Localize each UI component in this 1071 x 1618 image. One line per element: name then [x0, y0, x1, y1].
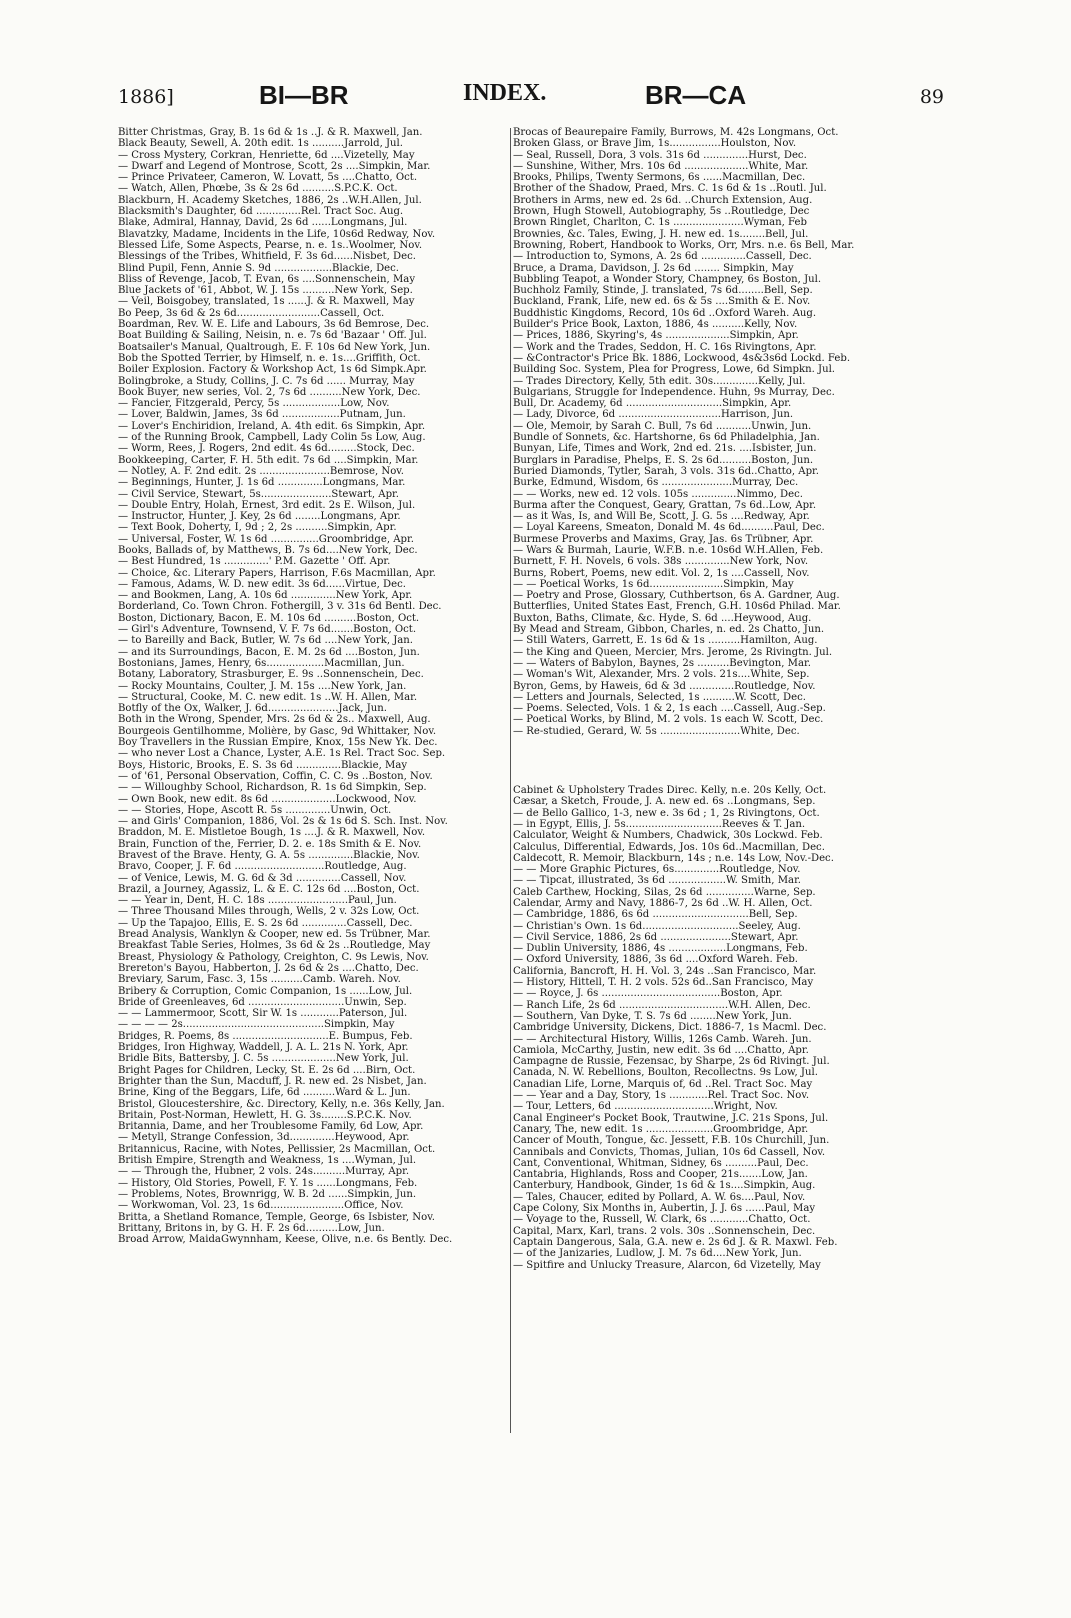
index-entry: — of the Running Brook, Campbell, Lady Colin 5s Low, Aug.	[118, 432, 426, 444]
index-entry: — Rocky Mountains, Coulter, J. M. 15s ....New York, Jan.	[118, 680, 407, 692]
index-entry: — Oxford University, 1886, 3s 6d ....Oxford Wareh. Feb.	[513, 954, 798, 966]
index-entry: — — Year and a Day, Story, 1s ............Rel. Tract Soc. Nov.	[513, 1090, 810, 1102]
index-entry: Burma after the Conquest, Geary, Grattan, 7s 6d..Low, Apr.	[513, 499, 817, 511]
index-entry: — Prices, 1886, Skyring's, 4s ....................Simpkin, Apr.	[513, 330, 799, 342]
index-entry: Byron, Gems, by Haweis, 6d & 3d ..............Routledge, Nov.	[513, 680, 816, 692]
index-entry: — Famous, Adams, W. D. new edit. 3s 6d......Virtue, Dec.	[118, 578, 406, 590]
index-entry: Britannia, Dame, and her Troublesome Family, 6d Low, Apr.	[118, 1121, 424, 1133]
index-entry: Britannicus, Racine, with Notes, Pellissier, 2s Macmillan, Oct.	[118, 1143, 436, 1155]
index-entry: — Tour, Letters, 6d ...............................Wright, Nov.	[513, 1101, 778, 1113]
index-entry: — History, Hittell, T. H. 2 vols. 52s 6d..San Francisco, May	[513, 977, 814, 989]
index-entry: Blacksmith's Daughter, 6d ..............Rel. Tract Soc. Aug.	[118, 206, 404, 218]
index-entry: — — Lammermoor, Scott, Sir W. 1s ............Paterson, Jul.	[118, 1008, 408, 1020]
index-entry: — History, Old Stories, Powell, F. Y. 1s ......Longmans, Feb.	[118, 1177, 418, 1189]
index-entry: — Text Book, Doherty, I, 9d ; 2, 2s ..........Simpkin, Apr.	[118, 522, 397, 534]
index-entry: Bob the Spotted Terrier, by Himself, n. e. 1s....Griffith, Oct.	[118, 352, 421, 364]
index-entry: — Still Waters, Garrett, E. 1s 6d & 1s ..........Hamilton, Aug.	[513, 635, 818, 647]
index-entry: — of '61, Personal Observation, Coffin, C. C. 9s ..Boston, Nov.	[118, 770, 433, 782]
index-entry: Bridges, R. Poems, 8s ..............................E. Bumpus, Feb.	[118, 1030, 413, 1042]
index-entry: — Veil, Boisgobey, translated, 1s ......J. & R. Maxwell, May	[118, 296, 415, 308]
index-entry: — Wars & Burmah, Laurie, W.F.B. n.e. 10s6d W.H.Allen, Feb.	[513, 544, 824, 556]
index-entry: Bostonians, James, Henry, 6s..................Macmillan, Jun.	[118, 657, 405, 669]
index-entry: — Lady, Divorce, 6d ................................Harrison, Jun.	[513, 409, 794, 421]
index-entry: — — Willoughby School, Richardson, R. 1s 6d Simpkin, Sep.	[118, 782, 427, 794]
index-entry: — Christian's Own. 1s 6d..............................Seeley, Aug.	[513, 920, 801, 932]
index-entry: Bunyan, Life, Times and Work, 2nd ed. 21s. ....Isbister, Jun.	[513, 443, 817, 455]
index-entry: — Tales, Chaucer, edited by Pollard, A. W. 6s....Paul, Nov.	[513, 1191, 806, 1203]
index-entry: Boat Building & Sailing, Neisin, n. e. 7s 6d 'Bazaar ' Off. Jul.	[118, 330, 427, 342]
index-entry: Caleb Carthew, Hocking, Silas, 2s 6d ...............Warne, Sep.	[513, 886, 816, 898]
index-entry: Calculus, Differential, Edwards, Jos. 10s 6d..Macmillan, Dec.	[513, 841, 825, 853]
index-entry: Britain, Post-Norman, Hewlett, H. G. 3s........S.P.C.K. Nov.	[118, 1109, 412, 1121]
index-entry: Brooks, Philips, Twenty Sermons, 6s ......Macmillan, Dec.	[513, 172, 806, 184]
index-entry: Caldecott, R. Memoir, Blackburn, 14s ; n.e. 14s Low, Nov.-Dec.	[513, 852, 834, 864]
index-entry: Captain Dangerous, Sala, G.A. new e. 2s 6d J. & R. Maxwl. Feb.	[513, 1236, 838, 1248]
index-entry: Cambridge University, Dickens, Dict. 1886-7, 1s Macml. Dec.	[513, 1022, 827, 1034]
index-entry: — in Egypt, Ellis, J. 5s..............................Reeves & T. Jan.	[513, 818, 806, 830]
index-entry: Canary, The, new edit. 1s .....................Groombridge, Apr.	[513, 1123, 809, 1135]
index-entry: — — Architectural History, Willis, 126s Camb. Wareh. Jun.	[513, 1033, 812, 1045]
index-entry: — of the Janizaries, Ludlow, J. M. 7s 6d....New York, Jun.	[513, 1248, 802, 1260]
index-entry: Campagne de Russie, Fezensac, by Sharpe, 2s 6d Rivingt. Jul.	[513, 1056, 830, 1068]
index-entry: — Lover, Baldwin, James, 3s 6d ..................Putnam, Jun.	[118, 409, 406, 421]
header-left-range: BI—BR	[259, 80, 349, 110]
index-entry: Canal Engineer's Pocket Book, Trautwine, J.C. 21s Spons, Jul.	[513, 1112, 829, 1124]
index-entry: Blessed Life, Some Aspects, Pearse, n. e. 1s..Woolmer, Nov.	[118, 239, 423, 251]
index-entry: — — Stories, Hope, Ascott R. 5s ..............Unwin, Oct.	[118, 804, 392, 816]
index-entry: Bull, Dr. Academy, 6d ..............................Simpkin, Apr.	[513, 398, 792, 410]
index-entry: Both in the Wrong, Spender, Mrs. 2s 6d & 2s.. Maxwell, Aug.	[118, 714, 431, 726]
index-entry: Brittany, Britons in, by G. H. F. 2s 6d..........Low, Jun.	[118, 1222, 385, 1234]
index-entry: Cantabria, Highlands, Ross and Cooper, 21s.......Low, Jan.	[513, 1169, 808, 1181]
index-entry: Bridle Bits, Battersby, J. C. 5s ....................New York, Jul.	[118, 1053, 409, 1065]
index-entry: Cant, Conventional, Whitman, Sidney, 6s ..........Paul, Dec.	[513, 1157, 809, 1169]
index-entry: Boy Travellers in the Russian Empire, Knox, 15s New Yk. Dec.	[118, 737, 438, 749]
index-entry: — Metyll, Strange Confession, 3d..............Heywood, Apr.	[118, 1132, 410, 1144]
index-entry: — Work and the Trades, Seddon, H. C. 16s Rivingtons, Apr.	[513, 341, 817, 353]
index-entry: Builder's Price Book, Laxton, 1886, 4s ..........Kelly, Nov.	[513, 319, 798, 331]
index-entry: — and Girls' Companion, 1886, Vol. 2s & 1s 6d S. Sch. Inst. Nov.	[118, 816, 448, 828]
ca-entries	[513, 785, 953, 1271]
index-entry: — — Year in, Dent, H. C. 18s .........................Paul, Jun.	[118, 895, 397, 907]
index-entry: — de Bello Gallico, 1-3, new e. 3s 6d ; 1, 2s Rivingtons, Oct.	[513, 807, 820, 819]
index-entry: Bourgeois Gentilhomme, Molière, by Gasc, 9d Whittaker, Nov.	[118, 725, 437, 737]
index-entry: — Workwoman, Vol. 23, 1s 6d.......................Office, Nov.	[118, 1200, 404, 1212]
index-entry: Book Buyer, new series, Vol. 2, 7s 6d ..........New York, Dec.	[118, 386, 421, 398]
index-entry: — who never Lost a Chance, Lyster, A.E. 1s Rel. Tract Soc. Sep.	[118, 748, 446, 760]
index-entry: Calendar, Army and Navy, 1886-7, 2s 6d ..W. H. Allen, Oct.	[513, 898, 813, 909]
index-entry: Blackburn, H. Academy Sketches, 1886, 2s ..W.H.Allen, Jul.	[118, 194, 422, 206]
index-entry: Capital, Marx, Karl, trans. 2 vols. 30s ..Sonnenschein, Dec.	[513, 1225, 816, 1237]
index-entry: — Poetical Works, by Blind, M. 2 vols. 1s each W. Scott, Dec.	[513, 714, 824, 726]
index-entry: Cæsar, a Sketch, Froude, J. A. new ed. 6s ..Longmans, Sep.	[513, 796, 816, 808]
index-entry: — Beginnings, Hunter, J. 1s 6d ..............Longmans, Mar.	[118, 477, 406, 489]
index-entry: Calculator, Weight & Numbers, Chadwick, 30s Lockwd. Feb.	[513, 830, 823, 842]
index-entry: — Poems. Selected, Vols. 1 & 2, 1s each ....Cassell, Aug.-Sep.	[513, 703, 826, 715]
index-entry: Buchholz Family, Stinde, J. translated, 7s 6d........Bell, Sep.	[513, 285, 813, 297]
index-entry: Bruce, a Drama, Davidson, J. 2s 6d ........ Simpkin, May	[513, 262, 794, 274]
index-entry: — Introduction to, Symons, A. 2s 6d ..............Cassell, Dec.	[513, 251, 812, 263]
index-entry: Black Beauty, Sewell, A. 20th edit. 1s ..........Jarrold, Jul.	[118, 138, 403, 150]
left-index-column	[118, 127, 508, 1245]
index-entry: Cabinet & Upholstery Trades Direc. Kelly, n.e. 20s Kelly, Oct.	[513, 785, 827, 797]
index-entry: Camiola, McCarthy, Justin, new edit. 3s 6d ....Chatto, Apr.	[513, 1044, 809, 1056]
index-entry: Botfly of the Ox, Walker, J. 6d......................Jack, Jun.	[118, 703, 387, 715]
page-number: 89	[919, 86, 944, 108]
index-entry: — Up the Tapajoo, Ellis, E. S. 2s 6d ..............Cassell, Dec.	[118, 917, 413, 929]
index-entry: — Universal, Foster, W. 1s 6d ...............Groombridge, Apr.	[118, 533, 414, 545]
index-entry: — Ole, Memoir, by Sarah C. Bull, 7s 6d ...........Unwin, Jun.	[513, 420, 812, 432]
header-title: INDEX.	[463, 80, 547, 106]
index-entry: Buckland, Frank, Life, new ed. 6s & 5s ....Smith & E. Nov.	[513, 296, 811, 308]
index-entry: Breviary, Sarum, Fasc. 3, 15s ..........Camb. Wareh. Nov.	[118, 974, 401, 986]
index-entry: — — Tipcat, illustrated, 3s 6d ..................W. Smith, Mar.	[513, 875, 801, 887]
index-entry: Breast, Physiology & Pathology, Creighton, C. 9s Lewis, Nov.	[118, 951, 429, 963]
index-entry: — Structural, Cooke, M. C. new edit. 1s ..W. H. Allen, Mar.	[118, 691, 418, 703]
index-entry: Breakfast Table Series, Holmes, 3s 6d & 2s ..Routledge, May	[118, 940, 431, 952]
index-entry: — as it Was, Is, and Will Be, Scott, J. G. 5s ....Redway, Apr.	[513, 511, 810, 523]
index-entry: — Seal, Russell, Dora, 3 vols. 31s 6d ..............Hurst, Dec.	[513, 149, 807, 161]
index-entry: Building Soc. System, Plea for Progress, Lowe, 6d Simpkn. Jul.	[513, 364, 836, 376]
index-entry: Books, Ballads of, by Matthews, B. 7s 6d....New York, Dec.	[118, 544, 418, 556]
index-entry: — Woman's Wit, Alexander, Mrs. 2 vols. 21s....White, Sep.	[513, 669, 810, 681]
index-entry: Bulgarians, Struggle for Independence. Huhn, 9s Murray, Dec.	[513, 386, 835, 398]
index-entry: Britta, a Shetland Romance, Temple, George, 6s Isbister, Nov.	[118, 1211, 435, 1223]
index-entry: Bravest of the Brave. Henty, G. A. 5s ..............Blackie, Nov.	[118, 850, 420, 861]
index-entry: — Civil Service, 1886, 2s 6d ......................Stewart, Apr.	[513, 931, 799, 943]
index-entry: Burglars in Paradise, Phelps, E. S. 2s 6d..........Boston, Jun.	[513, 454, 814, 466]
index-entry: — Best Hundred, 1s ..............' P.M. Gazette ' Off. Apr.	[118, 556, 391, 568]
index-entry: Browning, Robert, Handbook to Works, Orr, Mrs. n.e. 6s Bell, Mar.	[513, 239, 855, 251]
index-entry: Cannibals and Convicts, Thomas, Julian, 10s 6d Cassell, Nov.	[513, 1146, 826, 1158]
index-entry: — and its Surroundings, Bacon, E. M. 2s 6d ....Boston, Jun.	[118, 646, 420, 658]
index-entry: — Problems, Notes, Brownrigg, W. B. 2d ......Simpkin, Jun.	[118, 1188, 417, 1200]
index-entry: — Own Book, new edit. 8s 6d ....................Lockwood, Nov.	[118, 793, 417, 805]
index-entry: — — Through the, Hubner, 2 vols. 24s..........Murray, Apr.	[118, 1166, 410, 1178]
index-entry: Brereton's Bayou, Habberton, J. 2s 6d & 2s ....Chatto, Dec.	[118, 962, 419, 974]
index-entry: — — Royce, J. 6s .....................................Boston, Apr.	[513, 988, 783, 1000]
index-entry: Bliss of Revenge, Jacob, T. Evan, 6s ....Sonnenschein, May	[118, 273, 416, 285]
index-entry: — the King and Queen, Mercier, Mrs. Jerome, 2s Rivingtn. Jul.	[513, 646, 833, 658]
index-entry: Bolingbroke, a Study, Collins, J. C. 7s 6d ...... Murray, May	[118, 375, 415, 387]
index-entry: — Southern, Van Dyke, T. S. 7s 6d ........New York, Jun.	[513, 1010, 792, 1022]
index-entry: Brocas of Beaurepaire Family, Burrows, M. 42s Longmans, Oct.	[513, 127, 839, 138]
index-entry: Bitter Christmas, Gray, B. 1s 6d & 1s ..J. & R. Maxwell, Jan.	[118, 127, 423, 138]
index-entry: Bubbling Teapot, a Wonder Story, Champney, 6s Boston, Jul.	[513, 273, 822, 285]
index-entry: Brown, Hugh Stowell, Autobiography, 5s ..Routledge, Dec	[513, 206, 810, 218]
section-gap	[513, 737, 953, 785]
index-entry: Boatsailer's Manual, Qualtrough, E. F. 10s 6d New York, Jun.	[118, 341, 431, 353]
column-divider	[510, 128, 511, 1433]
index-entry: By Mead and Stream, Gibbon, Charles, n. ed. 2s Chatto, Jun.	[513, 624, 825, 636]
index-entry: Canadian Life, Lorne, Marquis of, 6d ..Rel. Tract Soc. May	[513, 1078, 813, 1090]
index-entry: — Notley, A. F. 2nd edit. 2s ......................Bemrose, Nov.	[118, 465, 404, 477]
index-entry: — — Poetical Works, 1s 6d.......................Simpkin, May	[513, 578, 794, 590]
br-entries	[513, 127, 953, 737]
index-entry: — Girl's Adventure, Townsend, V. F. 7s 6d.......Boston, Oct.	[118, 624, 417, 636]
index-entry: — Spitfire and Unlucky Treasure, Alarcon, 6d Vizetelly, May	[513, 1259, 821, 1271]
index-entry: Bravo, Cooper, J. F. 6d ............................Routledge, Aug.	[118, 861, 407, 873]
index-entry: Bundle of Sonnets, &c. Hartshorne, 6s 6d Philadelphia, Jan.	[513, 432, 820, 444]
index-entry: Butterflies, United States East, French, G.H. 10s6d Philad. Mar.	[513, 601, 841, 613]
index-entry: Buxton, Baths, Climate, &c. Hyde, S. 6d ....Heywood, Aug.	[513, 612, 812, 624]
right-index-column	[513, 127, 953, 1271]
index-entry: California, Bancroft, H. H. Vol. 3, 24s ..San Francisco, Mar.	[513, 965, 817, 977]
index-entry: — Lover's Enchiridion, Ireland, A. 4th edit. 6s Simpkin, Apr.	[118, 420, 426, 432]
index-entry: Boston, Dictionary, Bacon, E. M. 10s 6d ..........Boston, Oct.	[118, 612, 420, 624]
index-entry: — of Venice, Lewis, M. G. 6d & 3d ..............Cassell, Nov.	[118, 872, 407, 884]
index-entry: Bridges, Iron Highway, Waddell, J. A. L. 21s N. York, Apr.	[118, 1042, 409, 1054]
index-entry: British Empire, Strength and Weakness, 1s ....Wyman, Jul.	[118, 1155, 417, 1167]
index-entry: — and Bookmen, Lang, A. 10s 6d ..............New York, Apr.	[118, 590, 413, 602]
index-entry: Boys, Historic, Brooks, E. S. 3s 6d ..............Blackie, May	[118, 759, 408, 771]
index-entry: — Loyal Kareens, Smeaton, Donald M. 4s 6d..........Paul, Dec.	[513, 522, 825, 534]
index-entry: Cape Colony, Six Months in, Aubertin, J. J. 6s ......Paul, May	[513, 1203, 816, 1215]
index-entry: Buried Diamonds, Tytler, Sarah, 3 vols. 31s 6d..Chatto, Apr.	[513, 465, 819, 477]
index-entry: Bread Analysis, Wanklyn & Cooper, new ed. 5s Trübner, Mar.	[118, 929, 431, 941]
index-entry: — Dublin University, 1886, 4s ..................Longmans, Feb.	[513, 943, 808, 955]
index-entry: Boiler Explosion. Factory & Workshop Act, 1s 6d Simpk.Apr.	[118, 364, 427, 376]
index-entry: — Instructor, Hunter, J. Key, 2s 6d ........Longmans, Apr.	[118, 511, 401, 523]
index-entry: — Choice, &c. Literary Papers, Harrison, F.6s Macmillan, Apr.	[118, 567, 436, 579]
index-entry: Botany, Laboratory, Strasburger, E. 9s ..Sonnenschein, Dec.	[118, 669, 424, 681]
index-entry: — Letters and Journals, Selected, 1s ..........W. Scott, Dec.	[513, 691, 806, 703]
index-entry: Brain, Function of the, Ferrier, D. 2. e. 18s Smith & E. Nov.	[118, 838, 422, 850]
index-entry: — &Contractor's Price Bk. 1886, Lockwood, 4s&3s6d Lockd. Feb.	[513, 352, 851, 364]
index-entry: Canterbury, Handbook, Ginder, 1s 6d & 1s....Simpkin, Aug.	[513, 1180, 816, 1192]
index-entry: — — Works, new ed. 12 vols. 105s ..............Nimmo, Dec.	[513, 488, 803, 500]
index-entry: Canada, N. W. Rebellions, Boulton, Recollectns. 9s Low, Jul.	[513, 1067, 818, 1079]
index-entry: Borderland, Co. Town Chron. Fothergill, 3 v. 31s 6d Bentl. Dec.	[118, 601, 442, 613]
page-header	[118, 78, 944, 124]
index-entry: — — Waters of Babylon, Baynes, 2s ..........Bevington, Mar.	[513, 657, 811, 669]
index-entry: Cancer of Mouth, Tongue, &c. Jessett, F.B. 10s Churchill, Jun.	[513, 1135, 830, 1147]
index-entry: Brazil, a Journey, Agassiz, L. & E. C. 12s 6d ....Boston, Oct.	[118, 883, 420, 895]
index-entry: — Cross Mystery, Corkran, Henriette, 6d ....Vizetelly, May	[118, 149, 415, 161]
index-entry: Brothers in Arms, new ed. 2s 6d. ..Church Extension, Aug.	[513, 194, 813, 206]
index-entry: Blind Pupil, Fenn, Annie S. 9d ..................Blackie, Dec.	[118, 262, 400, 274]
index-entry: Brother of the Shadow, Praed, Mrs. C. 1s 6d & 1s ..Routl. Jul.	[513, 183, 827, 195]
index-entry: — Civil Service, Stewart, 5s......................Stewart, Apr.	[118, 488, 399, 500]
index-entry: Bright Pages for Children, Lecky, St. E. 2s 6d ....Birn, Oct.	[118, 1064, 416, 1076]
index-entry: Bribery & Corruption, Comic Companion, 1s ......Low, Jul.	[118, 985, 413, 997]
index-entry: Burnett, F. H. Novels, 6 vols. 38s ..............New York, Nov.	[513, 556, 809, 568]
index-entry: Bo Peep, 3s 6d & 2s 6d..........................Cassell, Oct.	[118, 307, 385, 319]
index-entry: Blessings of the Tribes, Whitfield, F. 3s 6d......Nisbet, Dec.	[118, 251, 416, 263]
index-entry: Bride of Greenleaves, 6d ..............................Unwin, Sep.	[118, 996, 407, 1008]
index-entry: — Three Thousand Miles through, Wells, 2 v. 32s Low, Oct.	[118, 906, 420, 918]
index-entry: — Poetry and Prose, Glossary, Cuthbertson, 6s A. Gardner, Aug.	[513, 590, 840, 602]
index-entry: — Dwarf and Legend of Montrose, Scott, 2s ....Simpkin, Mar.	[118, 160, 431, 172]
index-entry: — Re-studied, Gerard, W. 5s .........................White, Dec.	[513, 725, 800, 737]
index-entry: — Sunshine, Wither, Mrs. 10s 6d ....................White, Mar.	[513, 160, 809, 172]
index-entry: — Double Entry, Holah, Ernest, 3rd edit. 2s E. Wilson, Jul.	[118, 499, 416, 511]
index-entry: Broken Glass, or Brave Jim, 1s................Houlston, Nov.	[513, 138, 797, 150]
index-entry: Braddon, M. E. Mistletoe Bough, 1s ....J. & R. Maxwell, Nov.	[118, 827, 426, 839]
index-entry: Blue Jackets of '61, Abbot, W. J. 15s ..........New York, Sep.	[118, 285, 413, 297]
index-entry: — Ranch Life, 2s 6d ..................................W.H. Allen, Dec.	[513, 999, 811, 1011]
index-entry: Burns, Robert, Poems, new edit. Vol. 2, 1s ....Cassell, Nov.	[513, 567, 810, 579]
index-entry: Brighter than the Sun, Macduff, J. R. new ed. 2s Nisbet, Jan.	[118, 1075, 427, 1087]
header-right-range: BR—CA	[645, 80, 747, 110]
index-entry: — to Bareilly and Back, Butler, W. 7s 6d ....New York, Jan.	[118, 635, 414, 647]
index-entry: — Fancier, Fitzgerald, Percy, 5s ..................Low, Nov.	[118, 398, 390, 410]
index-entry: Brownies, &c. Tales, Ewing, J. H. new ed. 1s........Bell, Jul.	[513, 228, 809, 240]
index-entry: — Watch, Allen, Phœbe, 3s & 2s 6d ..........S.P.C.K. Oct.	[118, 183, 398, 195]
index-entry: Burmese Proverbs and Maxims, Gray, Jas. 6s Trübner, Apr.	[513, 533, 814, 545]
index-entry: Bookkeeping, Carter, F. H. 5th edit. 7s 6d ....Simpkin, Mar.	[118, 454, 419, 466]
index-entry: Broad Arrow, MaidaGwynnham, Keese, Olive, n.e. 6s Bently. Dec.	[118, 1234, 453, 1246]
index-entry: Brine, King of the Beggars, Life, 6d ..........Ward & L. Jun.	[118, 1087, 411, 1099]
index-entry: Bristol, Gloucestershire, &c. Directory, Kelly, n.e. 36s Kelly, Jan.	[118, 1098, 445, 1110]
index-entry: Boardman, Rev. W. E. Life and Labours, 3s 6d Bemrose, Dec.	[118, 319, 430, 331]
index-entry: Brown Ringlet, Charlton, C. 1s ......................Wyman, Feb	[513, 217, 807, 229]
index-entry: Burke, Edmund, Wisdom, 6s ......................Murray, Dec.	[513, 477, 799, 489]
index-entry: — Prince Privateer, Cameron, W. Lovatt, 5s ....Chatto, Oct.	[118, 172, 418, 184]
index-entry: — Cambridge, 1886, 6s 6d ..............................Bell, Sep.	[513, 909, 798, 921]
index-entry: Blavatzky, Madame, Incidents in the Life, 10s6d Redway, Nov.	[118, 228, 436, 240]
index-entry: Blake, Admiral, Hannay, David, 2s 6d ......Longmans, Jul.	[118, 217, 408, 229]
index-entry: Buddhistic Kingdoms, Record, 10s 6d ..Oxford Wareh. Aug.	[513, 307, 817, 319]
index-entry: — Worm, Rees, J. Rogers, 2nd edit. 4s 6d.........Stock, Dec.	[118, 443, 415, 455]
index-entry: — — More Graphic Pictures, 6s..............Routledge, Nov.	[513, 864, 801, 876]
header-year: 1886]	[118, 86, 174, 108]
index-entry: — — — — 2s............................................Simpkin, May	[118, 1019, 395, 1031]
index-entry: — Voyage to the, Russell, W. Clark, 6s ............Chatto, Oct.	[513, 1214, 811, 1226]
index-entry: — Trades Directory, Kelly, 5th edit. 30s..............Kelly, Jul.	[513, 375, 806, 387]
